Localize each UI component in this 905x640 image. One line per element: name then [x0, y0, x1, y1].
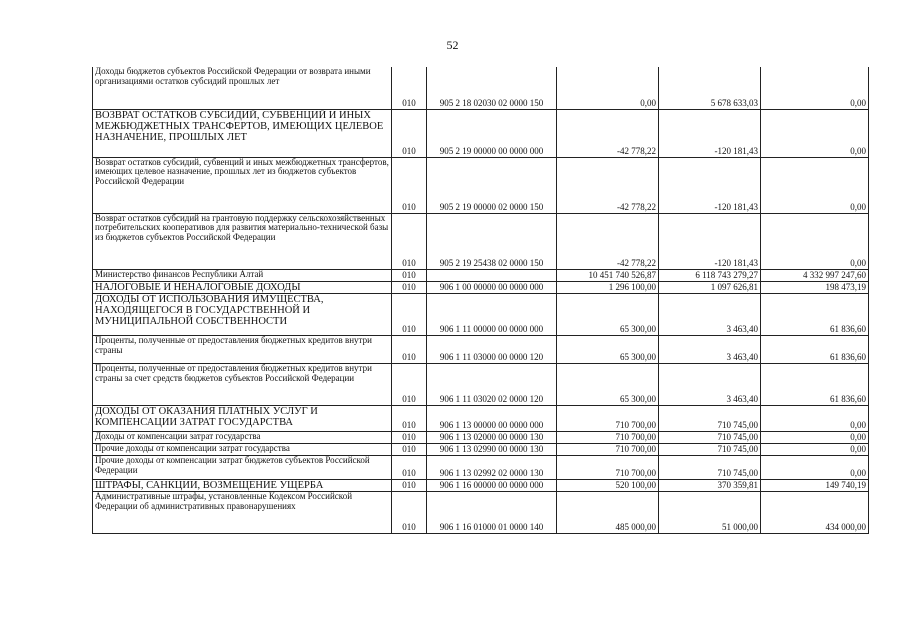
table-row: [93, 213, 869, 269]
row-kbk-cell: 906 1 11 03000 00 0000 120: [427, 335, 557, 363]
table-row: [93, 335, 869, 363]
row-code-cell: 010: [392, 293, 427, 335]
row-name-cell: ВОЗВРАТ ОСТАТКОВ СУБСИДИЙ, СУБВЕНЦИЙ И ИНЫХ МЕЖБЮДЖЕТНЫХ ТРАНСФЕРТОВ, ИМЕЮЩИХ ЦЕЛЕВОЕ НАЗНАЧЕНИЕ, ПРОШЛЫХ ЛЕТ: [93, 109, 392, 157]
row-value-1-cell: 65 300,00: [557, 363, 659, 405]
row-name-cell: ДОХОДЫ ОТ ОКАЗАНИЯ ПЛАТНЫХ УСЛУГ И КОМПЕНСАЦИИ ЗАТРАТ ГОСУДАРСТВА: [93, 405, 392, 431]
row-kbk-cell: 905 2 19 00000 00 0000 000: [427, 109, 557, 157]
table-row: [93, 455, 869, 479]
row-kbk-cell: 906 1 11 03020 02 0000 120: [427, 363, 557, 405]
row-kbk-cell: 906 1 13 02000 00 0000 130: [427, 431, 557, 443]
row-value-3-cell: 4 332 997 247,60: [761, 269, 869, 281]
row-kbk-cell: 905 2 18 02030 02 0000 150: [427, 67, 557, 109]
table-row: [93, 431, 869, 443]
row-value-2-cell: 1 097 626,81: [659, 281, 761, 293]
row-kbk-cell: 906 1 13 00000 00 0000 000: [427, 405, 557, 431]
row-kbk-cell: 905 2 19 00000 02 0000 150: [427, 157, 557, 213]
row-name-cell: Возврат остатков субсидий, субвенций и иных межбюджетных трансфертов, имеющих целевое назначение, прошлых лет из бюджетов субъектов Российской Федерации: [93, 157, 392, 213]
row-code-cell: 010: [392, 479, 427, 491]
row-name-cell: Возврат остатков субсидий на грантовую поддержку сельскохозяйственных потребительских кооперативов для развития материально-технической базы из бюджетов субъектов Российской Федерации: [93, 213, 392, 269]
row-value-2-cell: 710 745,00: [659, 455, 761, 479]
row-name-cell: Министерство финансов Республики Алтай: [93, 269, 392, 281]
row-value-2-cell: 3 463,40: [659, 335, 761, 363]
row-code-cell: 010: [392, 269, 427, 281]
row-value-1-cell: 520 100,00: [557, 479, 659, 491]
table-row: [93, 281, 869, 293]
row-kbk-cell: 906 1 13 02990 00 0000 130: [427, 443, 557, 455]
row-value-2-cell: 5 678 633,03: [659, 67, 761, 109]
row-value-3-cell: 0,00: [761, 455, 869, 479]
table-row: [93, 109, 869, 157]
row-name-cell: ШТРАФЫ, САНКЦИИ, ВОЗМЕЩЕНИЕ УЩЕРБА: [93, 479, 392, 491]
row-value-2-cell: 51 000,00: [659, 492, 761, 534]
row-code-cell: 010: [392, 109, 427, 157]
row-value-1-cell: 710 700,00: [557, 431, 659, 443]
row-name-cell: ДОХОДЫ ОТ ИСПОЛЬЗОВАНИЯ ИМУЩЕСТВА, НАХОДЯЩЕГОСЯ В ГОСУДАРСТВЕННОЙ И МУНИЦИПАЛЬНОЙ СОБСТВЕННОСТИ: [93, 293, 392, 335]
row-code-cell: 010: [392, 213, 427, 269]
row-value-2-cell: 6 118 743 279,27: [659, 269, 761, 281]
row-value-3-cell: 0,00: [761, 109, 869, 157]
row-value-1-cell: -42 778,22: [557, 213, 659, 269]
row-value-1-cell: -42 778,22: [557, 109, 659, 157]
row-value-2-cell: 3 463,40: [659, 293, 761, 335]
row-value-3-cell: 0,00: [761, 67, 869, 109]
row-value-2-cell: 710 745,00: [659, 405, 761, 431]
row-code-cell: 010: [392, 157, 427, 213]
row-value-3-cell: 0,00: [761, 213, 869, 269]
table-row: [93, 405, 869, 431]
row-name-cell: Прочие доходы от компенсации затрат бюджетов субъектов Российской Федерации: [93, 455, 392, 479]
table-row: [93, 157, 869, 213]
row-value-2-cell: 710 745,00: [659, 431, 761, 443]
table-row: [93, 293, 869, 335]
row-code-cell: 010: [392, 335, 427, 363]
row-value-1-cell: 485 000,00: [557, 492, 659, 534]
row-value-2-cell: 710 745,00: [659, 443, 761, 455]
row-value-2-cell: -120 181,43: [659, 109, 761, 157]
row-value-3-cell: 61 836,60: [761, 293, 869, 335]
revenue-table: [92, 67, 869, 534]
row-value-3-cell: 0,00: [761, 431, 869, 443]
row-kbk-cell: 906 1 16 01000 01 0000 140: [427, 492, 557, 534]
row-value-3-cell: 0,00: [761, 443, 869, 455]
row-value-3-cell: 149 740,19: [761, 479, 869, 491]
row-code-cell: 010: [392, 492, 427, 534]
row-value-3-cell: 61 836,60: [761, 335, 869, 363]
row-value-2-cell: -120 181,43: [659, 213, 761, 269]
table-row: [93, 67, 869, 109]
row-kbk-cell: 906 1 11 00000 00 0000 000: [427, 293, 557, 335]
row-value-1-cell: 710 700,00: [557, 405, 659, 431]
table-row: [93, 269, 869, 281]
row-name-cell: НАЛОГОВЫЕ И НЕНАЛОГОВЫЕ ДОХОДЫ: [93, 281, 392, 293]
row-value-2-cell: 3 463,40: [659, 363, 761, 405]
row-value-1-cell: 10 451 740 526,87: [557, 269, 659, 281]
page-number: 52: [446, 38, 459, 52]
row-kbk-cell: 906 1 16 00000 00 0000 000: [427, 479, 557, 491]
row-value-1-cell: 65 300,00: [557, 293, 659, 335]
row-value-3-cell: 0,00: [761, 405, 869, 431]
row-kbk-cell: 906 1 00 00000 00 0000 000: [427, 281, 557, 293]
row-name-cell: Доходы от компенсации затрат государства: [93, 431, 392, 443]
row-name-cell: Доходы бюджетов субъектов Российской Федерации от возврата иными организациями остатков субсидий прошлых лет: [93, 67, 392, 109]
row-value-1-cell: 1 296 100,00: [557, 281, 659, 293]
table-row: [93, 492, 869, 534]
row-code-cell: 010: [392, 363, 427, 405]
row-value-2-cell: -120 181,43: [659, 157, 761, 213]
row-kbk-cell: 906 1 13 02992 02 0000 130: [427, 455, 557, 479]
row-value-1-cell: 65 300,00: [557, 335, 659, 363]
row-code-cell: 010: [392, 455, 427, 479]
table-row: [93, 363, 869, 405]
row-code-cell: 010: [392, 281, 427, 293]
row-value-3-cell: 0,00: [761, 157, 869, 213]
row-value-1-cell: 710 700,00: [557, 455, 659, 479]
row-name-cell: Прочие доходы от компенсации затрат государства: [93, 443, 392, 455]
row-value-3-cell: 434 000,00: [761, 492, 869, 534]
row-value-3-cell: 61 836,60: [761, 363, 869, 405]
row-value-2-cell: 370 359,81: [659, 479, 761, 491]
row-value-1-cell: 710 700,00: [557, 443, 659, 455]
table-row: [93, 479, 869, 491]
row-code-cell: 010: [392, 67, 427, 109]
row-code-cell: 010: [392, 443, 427, 455]
row-name-cell: Проценты, полученные от предоставления бюджетных кредитов внутри страны: [93, 335, 392, 363]
row-code-cell: 010: [392, 431, 427, 443]
table-row: [93, 443, 869, 455]
row-value-1-cell: -42 778,22: [557, 157, 659, 213]
row-name-cell: Проценты, полученные от предоставления бюджетных кредитов внутри страны за счет средств бюджетов субъектов Российской Федерации: [93, 363, 392, 405]
row-value-3-cell: 198 473,19: [761, 281, 869, 293]
revenue-table-body: [93, 67, 869, 534]
row-code-cell: 010: [392, 405, 427, 431]
row-kbk-cell: [427, 269, 557, 281]
row-name-cell: Административные штрафы, установленные Кодексом Российской Федерации об административных правонарушениях: [93, 492, 392, 534]
row-value-1-cell: 0,00: [557, 67, 659, 109]
row-kbk-cell: 905 2 19 25438 02 0000 150: [427, 213, 557, 269]
